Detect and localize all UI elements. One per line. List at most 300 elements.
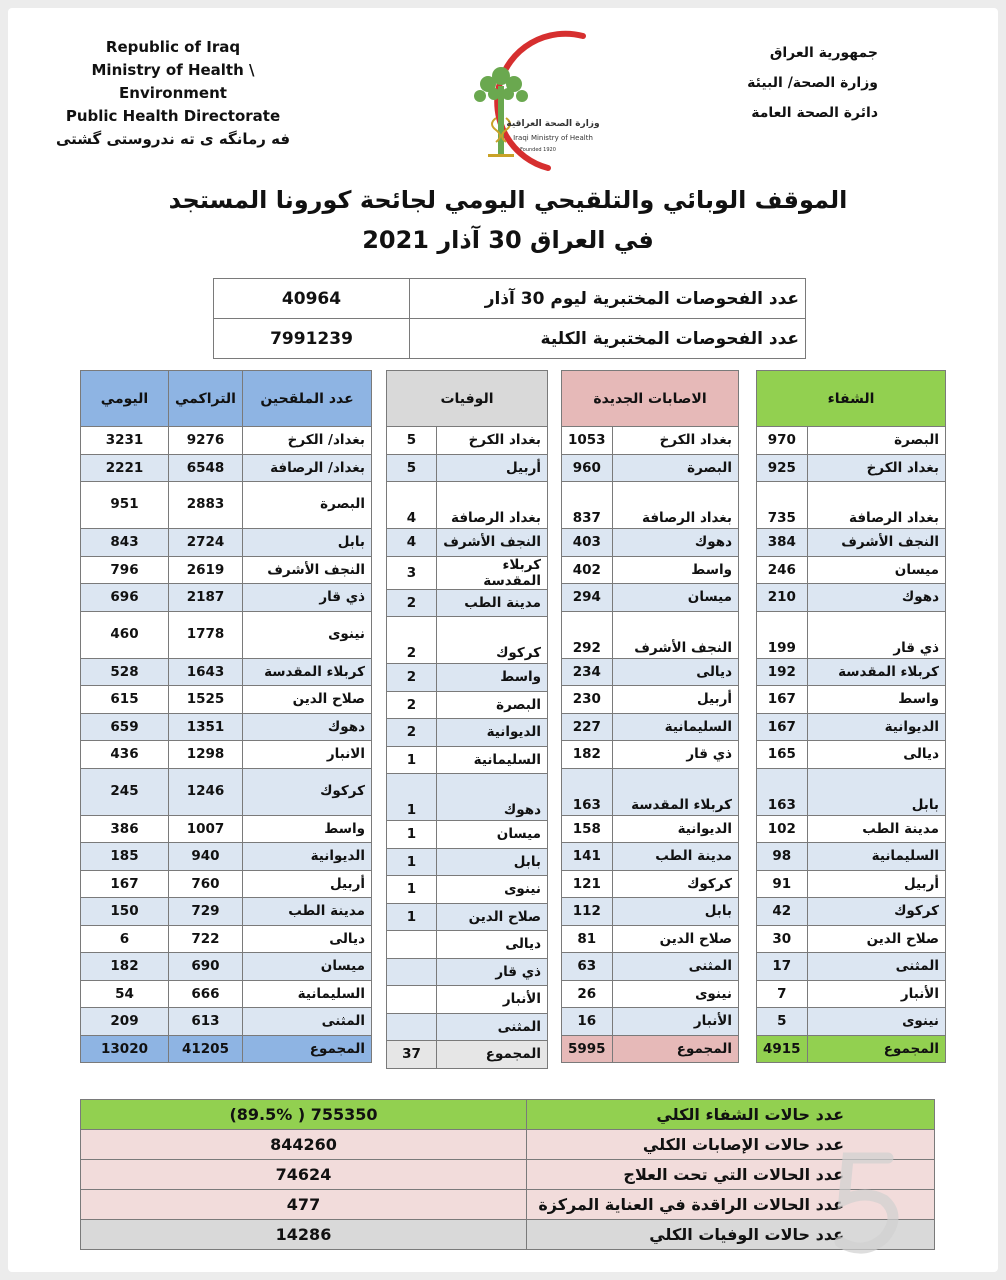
cumulative-count: 666: [169, 980, 243, 1008]
recovery-count: 925: [757, 454, 808, 482]
table-row: [387, 529, 548, 557]
governorate: السليمانية: [242, 980, 371, 1008]
column-header: اليومي: [81, 371, 169, 427]
cumulative-count: 1246: [169, 768, 243, 815]
case-count: 112: [562, 898, 613, 926]
recovery-count: 246: [757, 556, 808, 584]
governorate: المثنى: [437, 1013, 548, 1041]
recovery-count: 163: [757, 768, 808, 815]
header-line: Public Health Directorate: [65, 107, 281, 125]
table-row: [562, 584, 739, 612]
recovery-count: 192: [757, 658, 808, 686]
death-count: 2: [387, 589, 437, 617]
table-row: [757, 980, 946, 1008]
recovery-count: 102: [757, 815, 808, 843]
case-count: 234: [562, 658, 613, 686]
table-row: [81, 898, 372, 926]
governorate: كربلاء المقدسة: [437, 556, 548, 589]
cumulative-count: 1007: [169, 815, 243, 843]
table-row: [562, 482, 739, 529]
governorate: بغداد الكرخ: [807, 454, 945, 482]
table-row: [81, 529, 372, 557]
header-line: وزارة الصحة/ البيئة: [747, 75, 878, 91]
total-row: [81, 1035, 372, 1063]
case-count: 26: [562, 980, 613, 1008]
table-row: [757, 584, 946, 612]
total-governorate: المجموع: [242, 1035, 371, 1063]
table-row: [757, 768, 946, 815]
column-header: التراكمي: [169, 371, 243, 427]
governorate: مدينة الطب: [242, 898, 371, 926]
table-row: [387, 746, 548, 774]
cumulative-count: 2619: [169, 556, 243, 584]
death-count: 1: [387, 746, 437, 774]
governorate: دهوك: [437, 774, 548, 821]
governorate: بغداد/ الرصافة: [242, 454, 371, 482]
table-row: [81, 953, 372, 981]
table-row: [562, 843, 739, 871]
summary-value: (89.5% ) 755350: [81, 1100, 527, 1130]
table-row: [387, 958, 548, 986]
governorate: مدينة الطب: [437, 589, 548, 617]
total-case-count: 5995: [562, 1035, 613, 1063]
cumulative-count: 1525: [169, 686, 243, 714]
table-row: [757, 482, 946, 529]
case-count: 227: [562, 713, 613, 741]
logo-text-founded: Founded 1920: [520, 147, 556, 153]
table-row: [214, 319, 806, 359]
table-row: [757, 686, 946, 714]
cumulative-count: 729: [169, 898, 243, 926]
table-row: [81, 611, 372, 658]
governorate: ميسان: [807, 556, 945, 584]
table-row: [757, 953, 946, 981]
summary-label: عدد حالات الشفاء الكلي: [527, 1100, 935, 1130]
governorate: نينوى: [807, 1008, 945, 1036]
governorate: ديالى: [242, 925, 371, 953]
table-row: [757, 658, 946, 686]
summary-row: [81, 1130, 935, 1160]
title-line: في العراق 30 آذار 2021: [362, 226, 654, 254]
table-row: [562, 925, 739, 953]
governorate: ميسان: [612, 584, 738, 612]
table-row: [562, 529, 739, 557]
death-count: 1: [387, 821, 437, 849]
governorate: الديوانية: [437, 719, 548, 747]
table-row: [562, 454, 739, 482]
header-line: جمهورية العراق: [769, 45, 878, 61]
governorate: واسط: [437, 664, 548, 692]
governorate: بغداد الرصافة: [437, 482, 548, 529]
death-count: 2: [387, 617, 437, 664]
governorate: ديالى: [807, 741, 945, 769]
governorate: النجف الأشرف: [612, 611, 738, 658]
table-row: [81, 658, 372, 686]
table-header-row: [757, 371, 946, 427]
total-cumulative-count: 41205: [169, 1035, 243, 1063]
death-count: 1: [387, 903, 437, 931]
governorate: كركوك: [807, 898, 945, 926]
governorate: ميسان: [242, 953, 371, 981]
recovery-count: 91: [757, 870, 808, 898]
table-row: [757, 741, 946, 769]
table-row: [757, 556, 946, 584]
daily-count: 3231: [81, 427, 169, 455]
total-governorate: المجموع: [807, 1035, 945, 1063]
total-governorate: المجموع: [612, 1035, 738, 1063]
table-row: [81, 870, 372, 898]
death-count: [387, 986, 437, 1014]
governorate: نينوى: [612, 980, 738, 1008]
summary-label: عدد حالات الوفيات الكلي: [527, 1220, 935, 1250]
death-count: [387, 1013, 437, 1041]
table-row: [562, 815, 739, 843]
cumulative-count: 613: [169, 1008, 243, 1036]
column-header: الوفيات: [387, 371, 548, 427]
ministry-logo: [428, 28, 628, 178]
case-count: 81: [562, 925, 613, 953]
title-line: الموقف الوبائي والتلقيحي اليومي لجائحة كورونا المستجد: [168, 186, 848, 214]
daily-count: 386: [81, 815, 169, 843]
governorate: واسط: [807, 686, 945, 714]
table-row: [387, 986, 548, 1014]
governorate: المثنى: [242, 1008, 371, 1036]
governorate: الأنبار: [807, 980, 945, 1008]
cumulative-count: 1298: [169, 741, 243, 769]
case-count: 230: [562, 686, 613, 714]
daily-count: 436: [81, 741, 169, 769]
governorate: أربيل: [612, 686, 738, 714]
table-row: [757, 611, 946, 658]
total-tests-value: 7991239: [214, 319, 410, 359]
governorate: الديوانية: [807, 713, 945, 741]
summary-value: 477: [81, 1190, 527, 1220]
case-count: 121: [562, 870, 613, 898]
report-title: [158, 180, 858, 260]
table-row: [81, 454, 372, 482]
governorate: ديالى: [612, 658, 738, 686]
table-row: [81, 427, 372, 455]
table-row: [81, 815, 372, 843]
table-row: [562, 556, 739, 584]
summary-label: عدد حالات الإصابات الكلي: [527, 1130, 935, 1160]
daily-count: 2221: [81, 454, 169, 482]
case-count: 1053: [562, 427, 613, 455]
table-row: [562, 1008, 739, 1036]
total-governorate: المجموع: [437, 1041, 548, 1069]
governorate: ذي قار: [242, 584, 371, 612]
summary-row: [81, 1100, 935, 1130]
governorate: السليمانية: [437, 746, 548, 774]
deaths-table: [386, 370, 548, 1069]
table-row: [81, 843, 372, 871]
column-header: عدد الملقحين: [242, 371, 371, 427]
death-count: [387, 958, 437, 986]
death-count: 2: [387, 691, 437, 719]
cumulative-count: 760: [169, 870, 243, 898]
governorate: كركوك: [242, 768, 371, 815]
column-header: الاصابات الجديدة: [562, 371, 739, 427]
recovery-count: 7: [757, 980, 808, 1008]
daily-count: 245: [81, 768, 169, 815]
table-row: [81, 584, 372, 612]
case-count: 163: [562, 768, 613, 815]
table-row: [387, 664, 548, 692]
table-row: [81, 741, 372, 769]
death-count: 1: [387, 774, 437, 821]
governorate: السليمانية: [807, 843, 945, 871]
daily-count: 696: [81, 584, 169, 612]
table-row: [562, 768, 739, 815]
recovery-count: 17: [757, 953, 808, 981]
governorate: ذي قار: [612, 741, 738, 769]
table-row: [387, 617, 548, 664]
daily-count: 185: [81, 843, 169, 871]
cumulative-count: 1643: [169, 658, 243, 686]
table-row: [81, 980, 372, 1008]
recovery-count: 735: [757, 482, 808, 529]
table-header-row: [81, 371, 372, 427]
column-header: الشفاء: [757, 371, 946, 427]
governorate: صلاح الدين: [437, 903, 548, 931]
table-row: [562, 658, 739, 686]
death-count: 4: [387, 529, 437, 557]
daily-count: 150: [81, 898, 169, 926]
table-row: [562, 686, 739, 714]
governorate: صلاح الدين: [612, 925, 738, 953]
table-row: [81, 925, 372, 953]
governorate: واسط: [612, 556, 738, 584]
governorate: بغداد الرصافة: [807, 482, 945, 529]
table-row: [562, 713, 739, 741]
recovery-count: 42: [757, 898, 808, 926]
governorate: كركوك: [612, 870, 738, 898]
table-row: [214, 279, 806, 319]
table-row: [387, 821, 548, 849]
table-row: [387, 931, 548, 959]
table-row: [387, 556, 548, 589]
table-row: [387, 691, 548, 719]
daily-count: 6: [81, 925, 169, 953]
table-row: [387, 1013, 548, 1041]
table-row: [757, 1008, 946, 1036]
governorate: واسط: [242, 815, 371, 843]
governorate: مدينة الطب: [807, 815, 945, 843]
lab-tests-table: [213, 278, 806, 359]
governorate: ديالى: [437, 931, 548, 959]
governorate: صلاح الدين: [807, 925, 945, 953]
governorate: صلاح الدين: [242, 686, 371, 714]
case-count: 158: [562, 815, 613, 843]
daily-tests-value: 40964: [214, 279, 410, 319]
recovery-count: 5: [757, 1008, 808, 1036]
header-line: فه رمانگه ى ته ندروستى گشتى: [55, 130, 291, 148]
table-row: [562, 980, 739, 1008]
governorate: البصرة: [612, 454, 738, 482]
governorate: بغداد الرصافة: [612, 482, 738, 529]
recovery-count: 98: [757, 843, 808, 871]
total-row: [757, 1035, 946, 1063]
table-row: [387, 903, 548, 931]
cumulative-count: 1778: [169, 611, 243, 658]
governorate: النجف الأشرف: [437, 529, 548, 557]
daily-tests-label: عدد الفحوصات المختبرية ليوم 30 آذار: [410, 279, 806, 319]
governorate: بابل: [437, 848, 548, 876]
table-row: [562, 741, 739, 769]
cumulative-count: 9276: [169, 427, 243, 455]
governorate: البصرة: [242, 482, 371, 529]
table-row: [757, 529, 946, 557]
case-count: 837: [562, 482, 613, 529]
table-row: [562, 870, 739, 898]
table-row: [387, 482, 548, 529]
case-count: 141: [562, 843, 613, 871]
case-count: 63: [562, 953, 613, 981]
governorate: أربيل: [242, 870, 371, 898]
governorate: ذي قار: [807, 611, 945, 658]
death-count: 1: [387, 848, 437, 876]
governorate: كربلاء المقدسة: [612, 768, 738, 815]
case-count: 16: [562, 1008, 613, 1036]
total-daily-count: 13020: [81, 1035, 169, 1063]
death-count: 3: [387, 556, 437, 589]
governorate: كربلاء المقدسة: [807, 658, 945, 686]
table-header-row: [562, 371, 739, 427]
recoveries-table: [756, 370, 946, 1063]
logo-text-en: Iraqi Ministry of Health: [513, 134, 593, 142]
summary-row: [81, 1160, 935, 1190]
governorate: الانبار: [242, 741, 371, 769]
table-row: [757, 713, 946, 741]
vaccination-table: [80, 370, 372, 1063]
table-row: [81, 768, 372, 815]
recovery-count: 167: [757, 713, 808, 741]
death-count: 2: [387, 719, 437, 747]
governorate: الديوانية: [612, 815, 738, 843]
governorate: كربلاء المقدسة: [242, 658, 371, 686]
case-count: 294: [562, 584, 613, 612]
total-death-count: 37: [387, 1041, 437, 1069]
recovery-count: 165: [757, 741, 808, 769]
table-row: [562, 953, 739, 981]
table-row: [757, 454, 946, 482]
header-arabic: [688, 38, 878, 128]
case-count: 403: [562, 529, 613, 557]
recovery-count: 210: [757, 584, 808, 612]
summary-label: عدد الحالات الراقدة في العناية المركزة: [527, 1190, 935, 1220]
table-row: [757, 870, 946, 898]
recovery-count: 199: [757, 611, 808, 658]
table-row: [562, 611, 739, 658]
table-row: [81, 1008, 372, 1036]
cumulative-count: 6548: [169, 454, 243, 482]
governorate: الديوانية: [242, 843, 371, 871]
governorate: ميسان: [437, 821, 548, 849]
table-row: [387, 427, 548, 455]
governorate: أربيل: [437, 454, 548, 482]
total-row: [562, 1035, 739, 1063]
governorate: نينوى: [242, 611, 371, 658]
table-row: [387, 589, 548, 617]
summary-row: [81, 1190, 935, 1220]
table-row: [562, 427, 739, 455]
governorate: ذي قار: [437, 958, 548, 986]
death-count: 4: [387, 482, 437, 529]
total-recovery-count: 4915: [757, 1035, 808, 1063]
governorate: بابل: [807, 768, 945, 815]
governorate: بابل: [612, 898, 738, 926]
table-row: [81, 556, 372, 584]
case-count: 292: [562, 611, 613, 658]
governorate: المثنى: [612, 953, 738, 981]
total-row: [387, 1041, 548, 1069]
daily-count: 167: [81, 870, 169, 898]
case-count: 960: [562, 454, 613, 482]
governorate: بابل: [242, 529, 371, 557]
table-row: [757, 925, 946, 953]
cumulative-count: 1351: [169, 713, 243, 741]
table-row: [387, 876, 548, 904]
cumulative-count: 690: [169, 953, 243, 981]
new-cases-table: [561, 370, 739, 1063]
table-row: [387, 774, 548, 821]
recovery-count: 384: [757, 529, 808, 557]
daily-count: 182: [81, 953, 169, 981]
governorate: مدينة الطب: [612, 843, 738, 871]
daily-count: 615: [81, 686, 169, 714]
death-count: 2: [387, 664, 437, 692]
summary-label: عدد الحالات التي تحت العلاج: [527, 1160, 935, 1190]
governorate: دهوك: [807, 584, 945, 612]
cumulative-count: 940: [169, 843, 243, 871]
daily-count: 951: [81, 482, 169, 529]
table-row: [757, 427, 946, 455]
table-row: [562, 898, 739, 926]
daily-count: 209: [81, 1008, 169, 1036]
recovery-count: 970: [757, 427, 808, 455]
table-row: [81, 482, 372, 529]
governorate: كركوك: [437, 617, 548, 664]
daily-count: 659: [81, 713, 169, 741]
death-count: 1: [387, 876, 437, 904]
governorate: أربيل: [807, 870, 945, 898]
cumulative-count: 2187: [169, 584, 243, 612]
daily-count: 528: [81, 658, 169, 686]
summary-value: 74624: [81, 1160, 527, 1190]
report-page: [8, 8, 998, 1272]
summary-table: [80, 1099, 935, 1250]
summary-value: 14286: [81, 1220, 527, 1250]
header-english: [38, 36, 308, 151]
governorate: الأنبار: [437, 986, 548, 1014]
table-row: [387, 848, 548, 876]
header-line: دائرة الصحة العامة: [751, 105, 878, 121]
total-tests-label: عدد الفحوصات المختبرية الكلية: [410, 319, 806, 359]
governorate: المثنى: [807, 953, 945, 981]
governorate: دهوك: [242, 713, 371, 741]
daily-count: 54: [81, 980, 169, 1008]
header-line: Ministry of Health \ Environment: [91, 61, 255, 102]
governorate: دهوك: [612, 529, 738, 557]
cumulative-count: 722: [169, 925, 243, 953]
governorate: بغداد/ الكرخ: [242, 427, 371, 455]
governorate: بغداد الكرخ: [437, 427, 548, 455]
daily-count: 460: [81, 611, 169, 658]
governorate: بغداد الكرخ: [612, 427, 738, 455]
death-count: 5: [387, 427, 437, 455]
case-count: 402: [562, 556, 613, 584]
table-header-row: [387, 371, 548, 427]
